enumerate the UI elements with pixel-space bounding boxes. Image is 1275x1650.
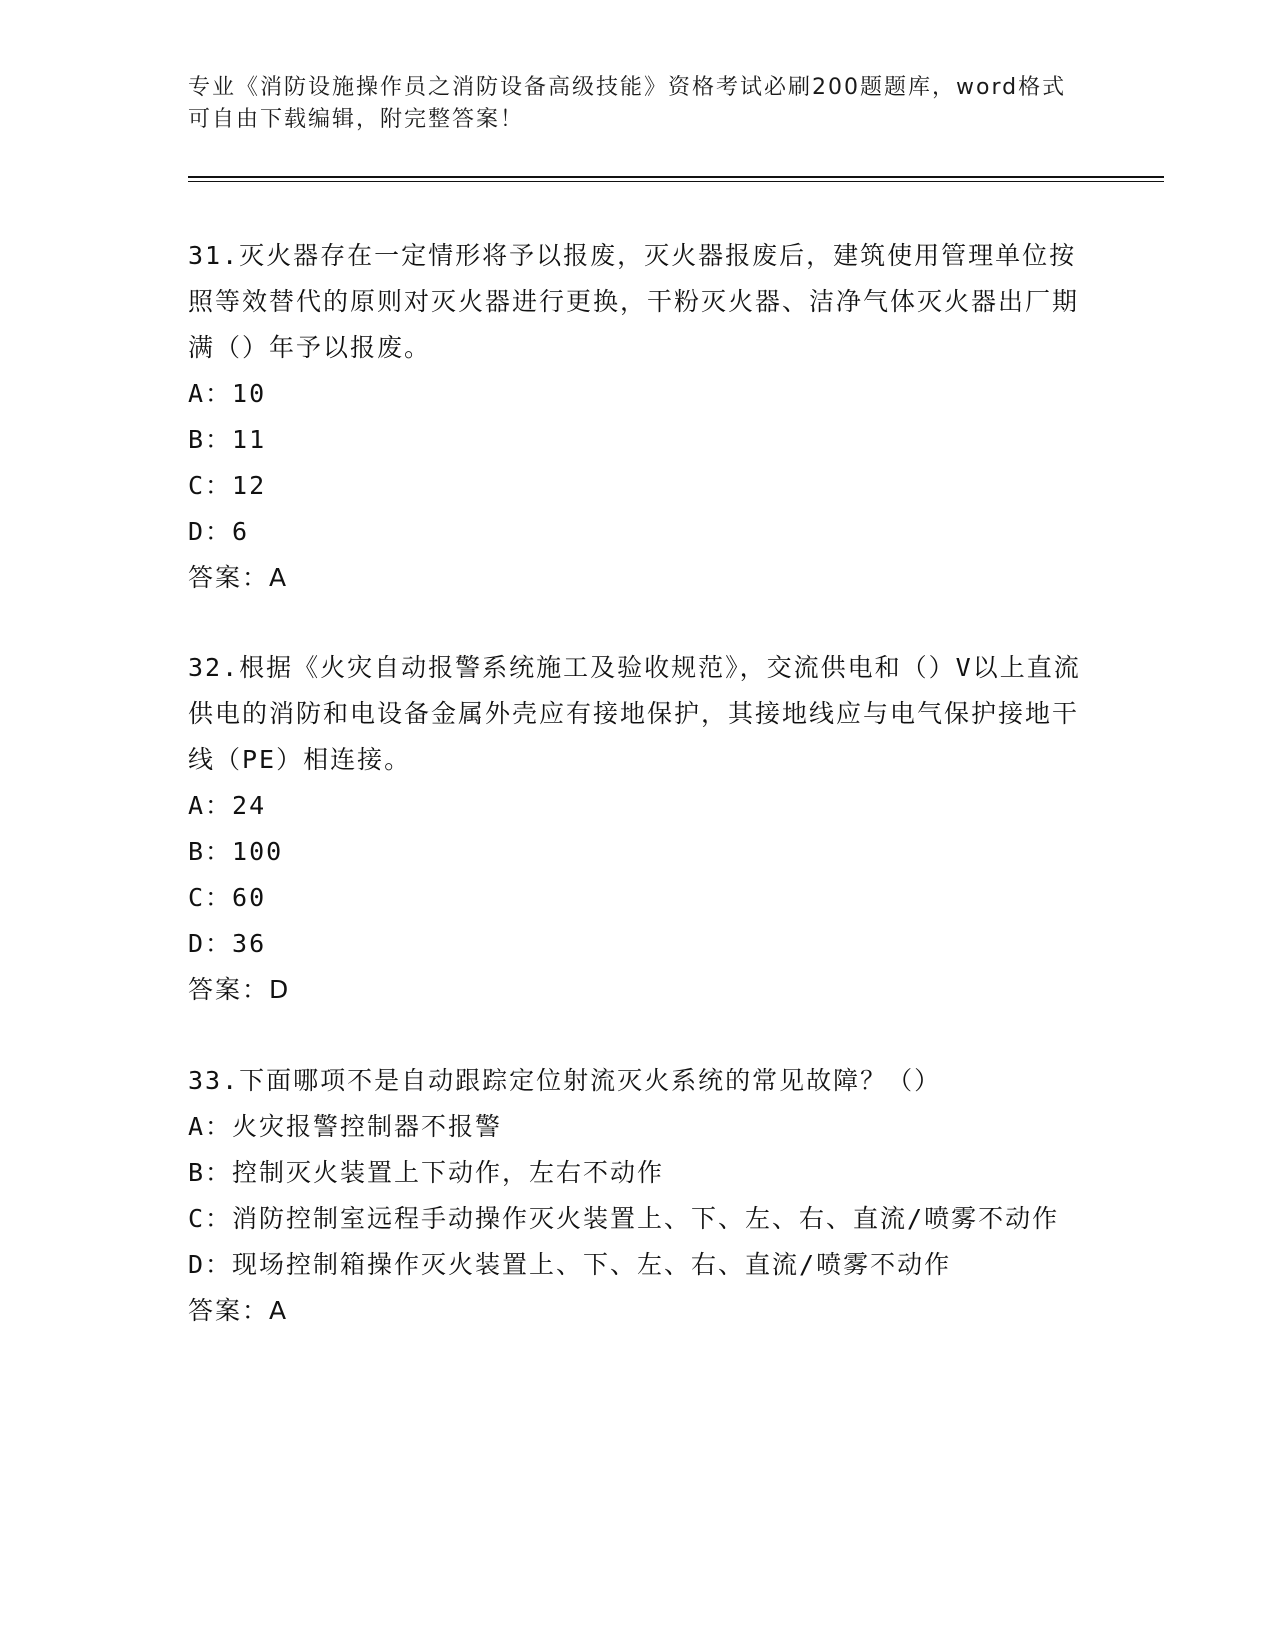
option-a: A：24 (188, 791, 267, 820)
question-stem: 31.灭火器存在一定情形将予以报废，灭火器报废后，建筑使用管理单位按照等效替代的原则对灭火器进行更换，干粉灭火器、洁净气体灭火器出厂期满（）年予以报废。 (188, 241, 1080, 362)
question-33 (188, 1058, 1088, 1334)
answer: 答案：A (188, 1296, 289, 1325)
header-text: 专业《消防设施操作员之消防设备高级技能》资格考试必刷200题题库，word格式可自由下载编辑，附完整答案！ (188, 75, 1067, 132)
question-32 (188, 645, 1088, 1013)
header-divider (188, 176, 1164, 182)
option-d: D：36 (188, 929, 267, 958)
option-b: B：11 (188, 425, 267, 454)
document-header (188, 72, 1068, 136)
answer: 答案：D (188, 975, 291, 1004)
option-d: D：6 (188, 517, 250, 546)
option-c: C：60 (188, 883, 267, 912)
question-31 (188, 233, 1088, 601)
option-d: D：现场控制箱操作灭火装置上、下、左、右、直流/喷雾不动作 (188, 1250, 952, 1279)
option-a: A：火灾报警控制器不报警 (188, 1112, 503, 1141)
option-b: B：控制灭火装置上下动作，左右不动作 (188, 1158, 665, 1187)
option-a: A：10 (188, 379, 267, 408)
option-b: B：100 (188, 837, 284, 866)
question-stem: 33.下面哪项不是自动跟踪定位射流灭火系统的常见故障？（） (188, 1066, 942, 1095)
answer: 答案：A (188, 563, 289, 592)
option-c: C：消防控制室远程手动操作灭火装置上、下、左、右、直流/喷雾不动作 (188, 1204, 1060, 1233)
option-c: C：12 (188, 471, 267, 500)
question-stem: 32.根据《火灾自动报警系统施工及验收规范》，交流供电和（）V以上直流供电的消防和电设备金属外壳应有接地保护，其接地线应与电气保护接地干线（PE）相连接。 (188, 653, 1081, 774)
